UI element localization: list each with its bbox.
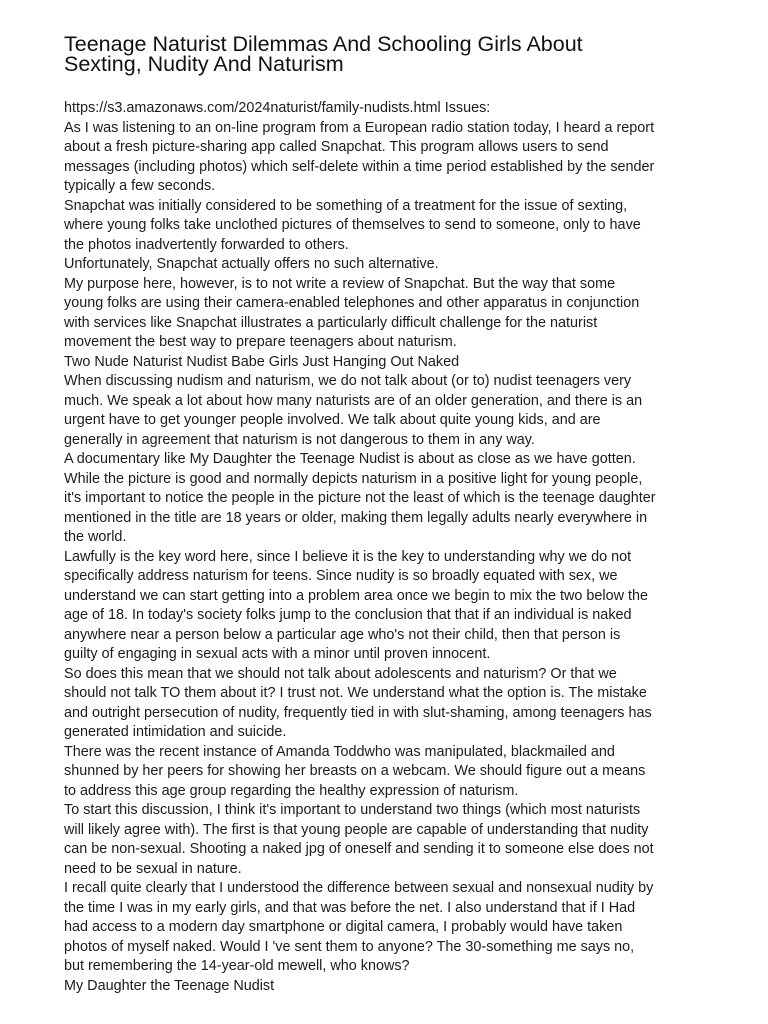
body-line: to address this age group regarding the healthy expression of naturism.	[64, 782, 519, 799]
title-line: Sexting, Nudity And Naturism	[64, 52, 344, 76]
body-line: As I was listening to an on-line program from a European radio station today, I heard a report	[64, 119, 655, 136]
body-line: I recall quite clearly that I understood the difference between sexual and nonsexual nudity by	[64, 880, 654, 896]
body-line: can be non-sexual. Shooting a naked jpg of oneself and sending it to someone else does not	[64, 841, 654, 857]
body-line: specifically address naturism for teens. Since nudity is so broadly equated with sex, we	[64, 568, 618, 584]
section-heading: My Daughter the Teenage Nudist	[64, 977, 275, 994]
body-line: should not talk TO them about it? I trust not. We understand what the option is. The mistake	[64, 685, 647, 701]
document-title	[64, 0, 714, 74]
body-line: There was the recent instance of Amanda Toddwho was manipulated, blackmailed and	[64, 743, 615, 760]
body-line: had access to a modern day smartphone or digital camera, I probably would have taken	[64, 919, 623, 935]
body-line: urgent have to get younger people involved. We talk about quite young kids, and are	[64, 412, 601, 428]
body-line: the world.	[64, 529, 127, 545]
title-line: Teenage Naturist Dilemmas And Schooling Girls About	[64, 32, 583, 56]
body-line: photos of myself naked. Would I 've sent them to anyone? The 30-something me says no,	[64, 938, 635, 955]
source-url: https://s3.amazonaws.com/2024naturist/family-nudists.html Issues:	[64, 100, 491, 116]
body-line: and outright persecution of nudity, frequently tied in with slut-shaming, among teenagers has	[64, 704, 652, 721]
body-line: movement the best way to prepare teenagers about naturism.	[64, 334, 457, 350]
section-heading: Two Nude Naturist Nudist Babe Girls Just Hanging Out Naked	[64, 353, 460, 370]
body-line: need to be sexual in nature.	[64, 860, 242, 877]
body-line: When discussing nudism and naturism, we do not talk about (or to) nudist teenagers very	[64, 373, 632, 389]
body-line: will likely agree with). The first is that young people are capable of understanding that nudity	[64, 821, 649, 838]
body-line: While the picture is good and normally depicts naturism in a positive light for young people,	[64, 470, 643, 487]
body-line: A documentary like My Daughter the Teenage Nudist is about as close as we have gotten.	[64, 451, 636, 467]
body-line: anywhere near a person below a particular age who's not their child, then that person is	[64, 626, 621, 643]
body-line: it's important to notice the people in the picture not the least of which is the teenage daughter	[64, 490, 656, 506]
body-line: shunned by her peers for showing her breasts on a webcam. We should figure out a means	[64, 763, 646, 779]
body-line: where young folks take unclothed pictures of themselves to send to someone, only to have	[64, 217, 641, 233]
body-line: about a fresh picture-sharing app called Snapchat. This program allows users to send	[64, 139, 609, 155]
body-line: with services like Snapchat illustrates a particularly difficult challenge for the naturist	[64, 314, 598, 331]
body-line: the time I was in my early girls, and that was before the net. I also understand that if I Had	[64, 899, 636, 916]
body-line: generally in agreement that naturism is not dangerous to them in any way.	[64, 431, 535, 448]
body-line: generated intimidation and suicide.	[64, 724, 287, 740]
document-page	[64, 0, 714, 996]
body-line: but remembering the 14-year-old mewell, who knows?	[64, 958, 410, 974]
body-line: Snapchat was initially considered to be something of a treatment for the issue of sexting,	[64, 197, 628, 214]
body-line: age of 18. In today's society folks jump to the conclusion that that if an individual is naked	[64, 607, 632, 623]
body-line: much. We speak a lot about how many naturists are of an older generation, and there is an	[64, 392, 643, 409]
body-line: the photos inadvertently forwarded to others.	[64, 236, 349, 253]
body-line: To start this discussion, I think it's important to understand two things (which most naturists	[64, 802, 641, 818]
body-line: So does this mean that we should not talk about adolescents and naturism? Or that we	[64, 665, 617, 682]
body-line: guilty of engaging in sexual acts with a minor until proven innocent.	[64, 646, 491, 662]
body-line: messages (including photos) which self-delete within a time period established by the sender	[64, 158, 655, 175]
body-line: Lawfully is the key word here, since I believe it is the key to understanding why we do not	[64, 548, 632, 565]
body-line: My purpose here, however, is to not write a review of Snapchat. But the way that some	[64, 275, 616, 292]
document-body	[64, 99, 714, 996]
body-line: understand we can start getting into a problem area once we begin to mix the two below the	[64, 587, 648, 604]
body-line: Unfortunately, Snapchat actually offers no such alternative.	[64, 256, 439, 272]
body-line: young folks are using their camera-enabled telephones and other apparatus in conjunction	[64, 295, 640, 311]
body-line: mentioned in the title are 18 years or older, making them legally adults nearly everywhere in	[64, 509, 648, 526]
body-line: typically a few seconds.	[64, 178, 216, 194]
